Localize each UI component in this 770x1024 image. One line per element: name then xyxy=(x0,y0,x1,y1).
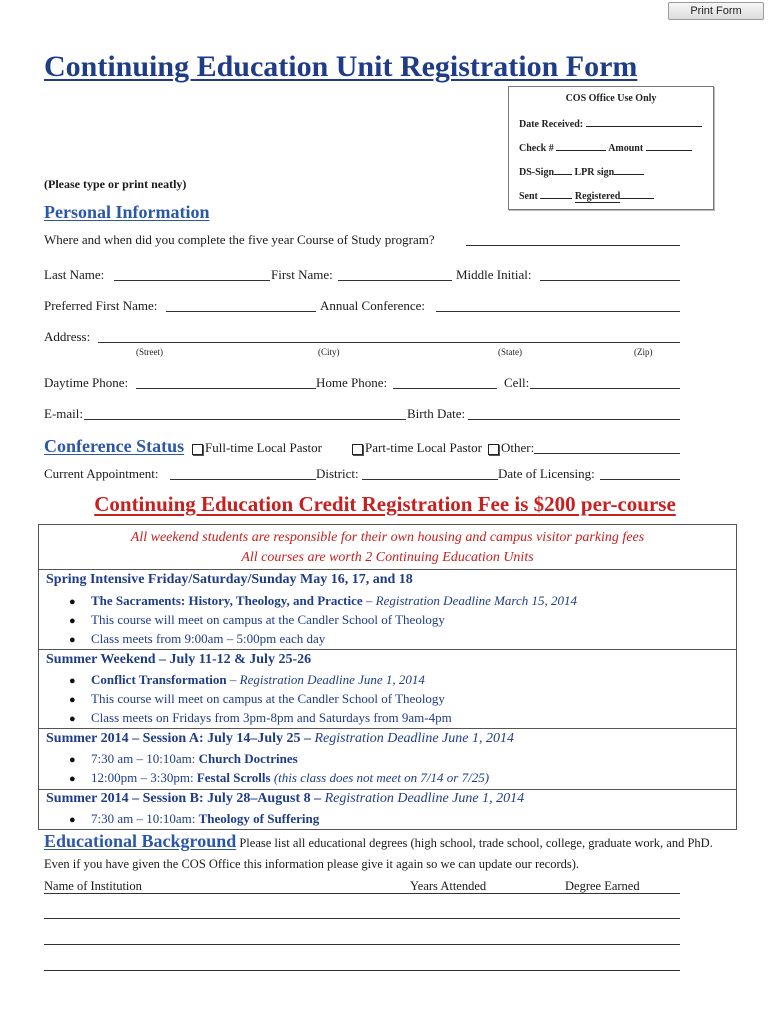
course-name: The Sacraments: History, Theology, and Practice xyxy=(91,593,363,608)
sent-label: Sent xyxy=(519,191,538,202)
bullet-icon: ● xyxy=(69,634,76,646)
middle-initial-label: Middle Initial: xyxy=(456,267,532,282)
part-time-label: Part-time Local Pastor xyxy=(365,440,482,455)
course-time: 12:00pm – 3:30pm: xyxy=(91,770,197,785)
preferred-name-label: Preferred First Name: xyxy=(44,298,158,313)
education-instructions: Please list all educational degrees (high school, trade school, college, graduate work, and PhD. Even if you have given the COS Office this information please give it again so we can update our records). xyxy=(44,836,713,871)
print-neatly-note: (Please type or print neatly) xyxy=(44,177,187,191)
session-a-title: Summer 2014 – Session A: July 14–July 25 – xyxy=(46,731,315,746)
office-use-box xyxy=(508,86,714,210)
part-time-option[interactable] xyxy=(352,440,482,458)
course-table xyxy=(38,524,737,830)
street-label: (Street) xyxy=(136,347,163,357)
session-a-deadline: Registration Deadline June 1, 2014 xyxy=(314,731,514,746)
sign-row xyxy=(519,164,644,178)
last-name-field[interactable] xyxy=(114,280,270,281)
birth-date-field[interactable] xyxy=(468,419,680,420)
course-name: Conflict Transformation xyxy=(91,672,227,687)
other-checkbox[interactable] xyxy=(488,444,499,455)
check-amount-row xyxy=(519,140,692,154)
session-b-deadline: Registration Deadline June 1, 2014 xyxy=(324,791,525,806)
course-deadline: – Registration Deadline June 1, 2014 xyxy=(226,672,425,687)
address-field[interactable] xyxy=(98,342,680,343)
home-phone-label: Home Phone: xyxy=(316,375,388,390)
lpr-sign-label: LPR sign xyxy=(574,167,615,178)
email-field[interactable] xyxy=(84,419,406,420)
session-a-heading xyxy=(46,731,514,747)
district-field[interactable] xyxy=(362,479,498,480)
years-column-label: Years Attended xyxy=(410,879,487,893)
table-divider xyxy=(39,649,736,650)
table-divider xyxy=(39,789,736,790)
lpr-sign-field[interactable] xyxy=(614,164,644,175)
first-name-label: First Name: xyxy=(271,267,333,282)
list-item xyxy=(69,593,577,609)
address-label: Address: xyxy=(44,329,91,344)
list-item xyxy=(69,770,489,786)
bullet-icon: ● xyxy=(69,596,76,608)
part-time-checkbox[interactable] xyxy=(352,444,363,455)
amount-label: Amount xyxy=(608,143,644,154)
date-of-licensing-label: Date of Licensing: xyxy=(498,466,595,481)
full-time-label: Full-time Local Pastor xyxy=(205,440,322,455)
district-label: District: xyxy=(316,466,359,481)
registered-label: Registered xyxy=(574,191,621,202)
list-item xyxy=(69,691,445,707)
date-received-label: Date Received: xyxy=(519,119,584,130)
home-phone-field[interactable] xyxy=(393,388,497,389)
table-divider xyxy=(39,569,736,570)
course-schedule: Class meets from 9:00am – 5:00pm each day xyxy=(91,631,326,646)
form-title: Continuing Education Unit Registration Form xyxy=(44,50,638,83)
personal-info-heading: Personal Information xyxy=(44,202,210,222)
housing-notice: All weekend students are responsible for their own housing and campus visitor parking fees xyxy=(130,530,645,545)
bullet-icon: ● xyxy=(69,675,76,687)
date-received-field[interactable] xyxy=(586,116,702,127)
zip-label: (Zip) xyxy=(634,347,653,357)
ds-sign-field[interactable] xyxy=(554,164,572,175)
bullet-icon: ● xyxy=(69,615,76,627)
annual-conference-field[interactable] xyxy=(436,311,680,312)
list-item xyxy=(69,631,325,647)
list-item xyxy=(69,710,452,726)
bullet-icon: ● xyxy=(69,694,76,706)
course-name: Church Doctrines xyxy=(198,751,298,766)
session-b-heading xyxy=(46,791,524,807)
units-notice: All courses are worth 2 Continuing Education Units xyxy=(241,550,534,565)
other-label: Other: xyxy=(501,440,535,455)
middle-initial-field[interactable] xyxy=(540,280,680,281)
course-deadline: – Registration Deadline March 15, 2014 xyxy=(362,593,578,608)
sent-row xyxy=(519,188,654,202)
current-appointment-label: Current Appointment: xyxy=(44,466,159,481)
course-location: This course will meet on campus at the Candler School of Theology xyxy=(91,612,445,627)
state-label: (State) xyxy=(498,347,522,357)
bullet-icon: ● xyxy=(69,814,76,826)
cell-label: Cell: xyxy=(504,375,530,390)
daytime-phone-field[interactable] xyxy=(136,388,316,389)
bullet-icon: ● xyxy=(69,773,76,785)
list-item xyxy=(69,811,319,827)
sent-field[interactable] xyxy=(540,188,572,199)
education-entry-line[interactable] xyxy=(44,944,680,945)
birth-date-label: Birth Date: xyxy=(407,406,466,421)
summer-weekend-heading: Summer Weekend – July 11-12 & July 25-26 xyxy=(46,652,312,667)
course-location: This course will meet on campus at the Candler School of Theology xyxy=(91,691,445,706)
table-divider xyxy=(39,728,736,729)
session-b-title: Summer 2014 – Session B: July 28–August 8 – xyxy=(46,791,325,806)
other-field[interactable] xyxy=(534,453,680,454)
annual-conference-label: Annual Conference: xyxy=(320,298,426,313)
fee-heading: Continuing Education Credit Registration Fee is $200 per-course xyxy=(94,492,676,516)
column-header-underline xyxy=(44,893,680,894)
preferred-name-field[interactable] xyxy=(166,311,316,312)
date-of-licensing-field[interactable] xyxy=(600,479,680,480)
education-entry-line[interactable] xyxy=(44,918,680,919)
daytime-phone-label: Daytime Phone: xyxy=(44,375,129,390)
course-time: 7:30 am – 10:10am: xyxy=(91,751,199,766)
check-field[interactable] xyxy=(556,140,606,151)
education-heading: Educational Background xyxy=(44,831,237,851)
amount-field[interactable] xyxy=(646,140,692,151)
email-label: E-mail: xyxy=(44,406,83,421)
check-label: Check # xyxy=(519,143,554,154)
course-of-study-field[interactable] xyxy=(466,245,680,246)
bullet-icon: ● xyxy=(69,754,76,766)
degree-column-label: Degree Earned xyxy=(565,879,640,893)
course-name: Theology of Suffering xyxy=(198,811,320,826)
city-label: (City) xyxy=(318,347,340,357)
current-appointment-field[interactable] xyxy=(170,479,316,480)
list-item xyxy=(69,751,298,767)
full-time-option[interactable] xyxy=(192,440,322,458)
list-item xyxy=(69,612,445,628)
education-paragraph xyxy=(44,831,734,875)
conference-status-heading: Conference Status xyxy=(44,436,185,456)
course-name: Festal Scrolls xyxy=(196,770,271,785)
date-received-row xyxy=(519,116,702,130)
education-entry-line[interactable] xyxy=(44,970,680,971)
last-name-label: Last Name: xyxy=(44,267,105,282)
full-time-checkbox[interactable] xyxy=(192,444,203,455)
course-time: 7:30 am – 10:10am: xyxy=(91,811,199,826)
list-item xyxy=(69,672,425,688)
first-name-field[interactable] xyxy=(338,280,452,281)
office-use-heading: COS Office Use Only xyxy=(565,93,657,104)
registered-field[interactable] xyxy=(620,188,654,199)
course-of-study-label: Where and when did you complete the five year Course of Study program? xyxy=(44,232,435,247)
institution-column-label: Name of Institution xyxy=(44,879,142,893)
course-schedule: Class meets on Fridays from 3pm-8pm and Saturdays from 9am-4pm xyxy=(91,710,452,725)
ds-sign-label: DS-Sign xyxy=(519,167,555,178)
spring-session-heading: Spring Intensive Friday/Saturday/Sunday May 16, 17, and 18 xyxy=(46,572,413,587)
course-note: (this class does not meet on 7/14 or 7/25) xyxy=(270,770,490,785)
bullet-icon: ● xyxy=(69,713,76,725)
other-option[interactable] xyxy=(488,440,534,458)
cell-field[interactable] xyxy=(530,388,680,389)
print-form-button[interactable]: Print Form xyxy=(668,2,764,20)
